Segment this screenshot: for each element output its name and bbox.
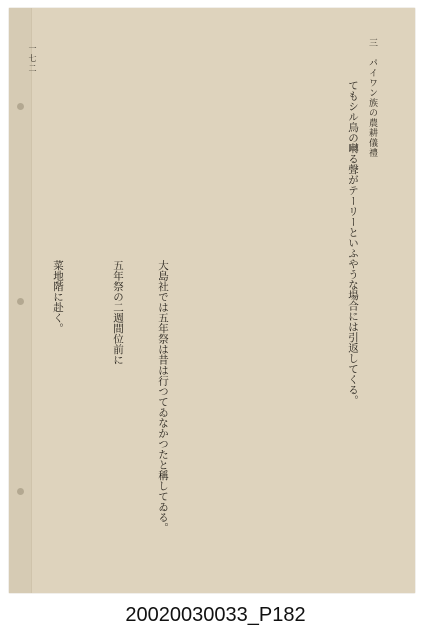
text-column: 菜地階に赴く。 <box>52 260 64 334</box>
page-number: 一七二 <box>28 44 37 74</box>
binding-hole <box>17 298 24 305</box>
binding-margin <box>9 8 32 593</box>
running-head: 三 パイワン族の農耕儀禮 <box>367 38 377 158</box>
text-column: 五年祭の二週間位前に <box>112 260 124 365</box>
binding-hole <box>17 103 24 110</box>
text-column: てもシル鳥の囀る聲がテーリーといふやうな場合には引返してくる。 <box>347 80 359 406</box>
scanned-book-page <box>9 8 415 593</box>
binding-hole <box>17 488 24 495</box>
scan-id-caption: 20020030033_P182 <box>125 604 306 626</box>
text-column: 大島社では五年祭は昔は行つてゐなかつたと稱してゐる。 <box>157 260 169 533</box>
